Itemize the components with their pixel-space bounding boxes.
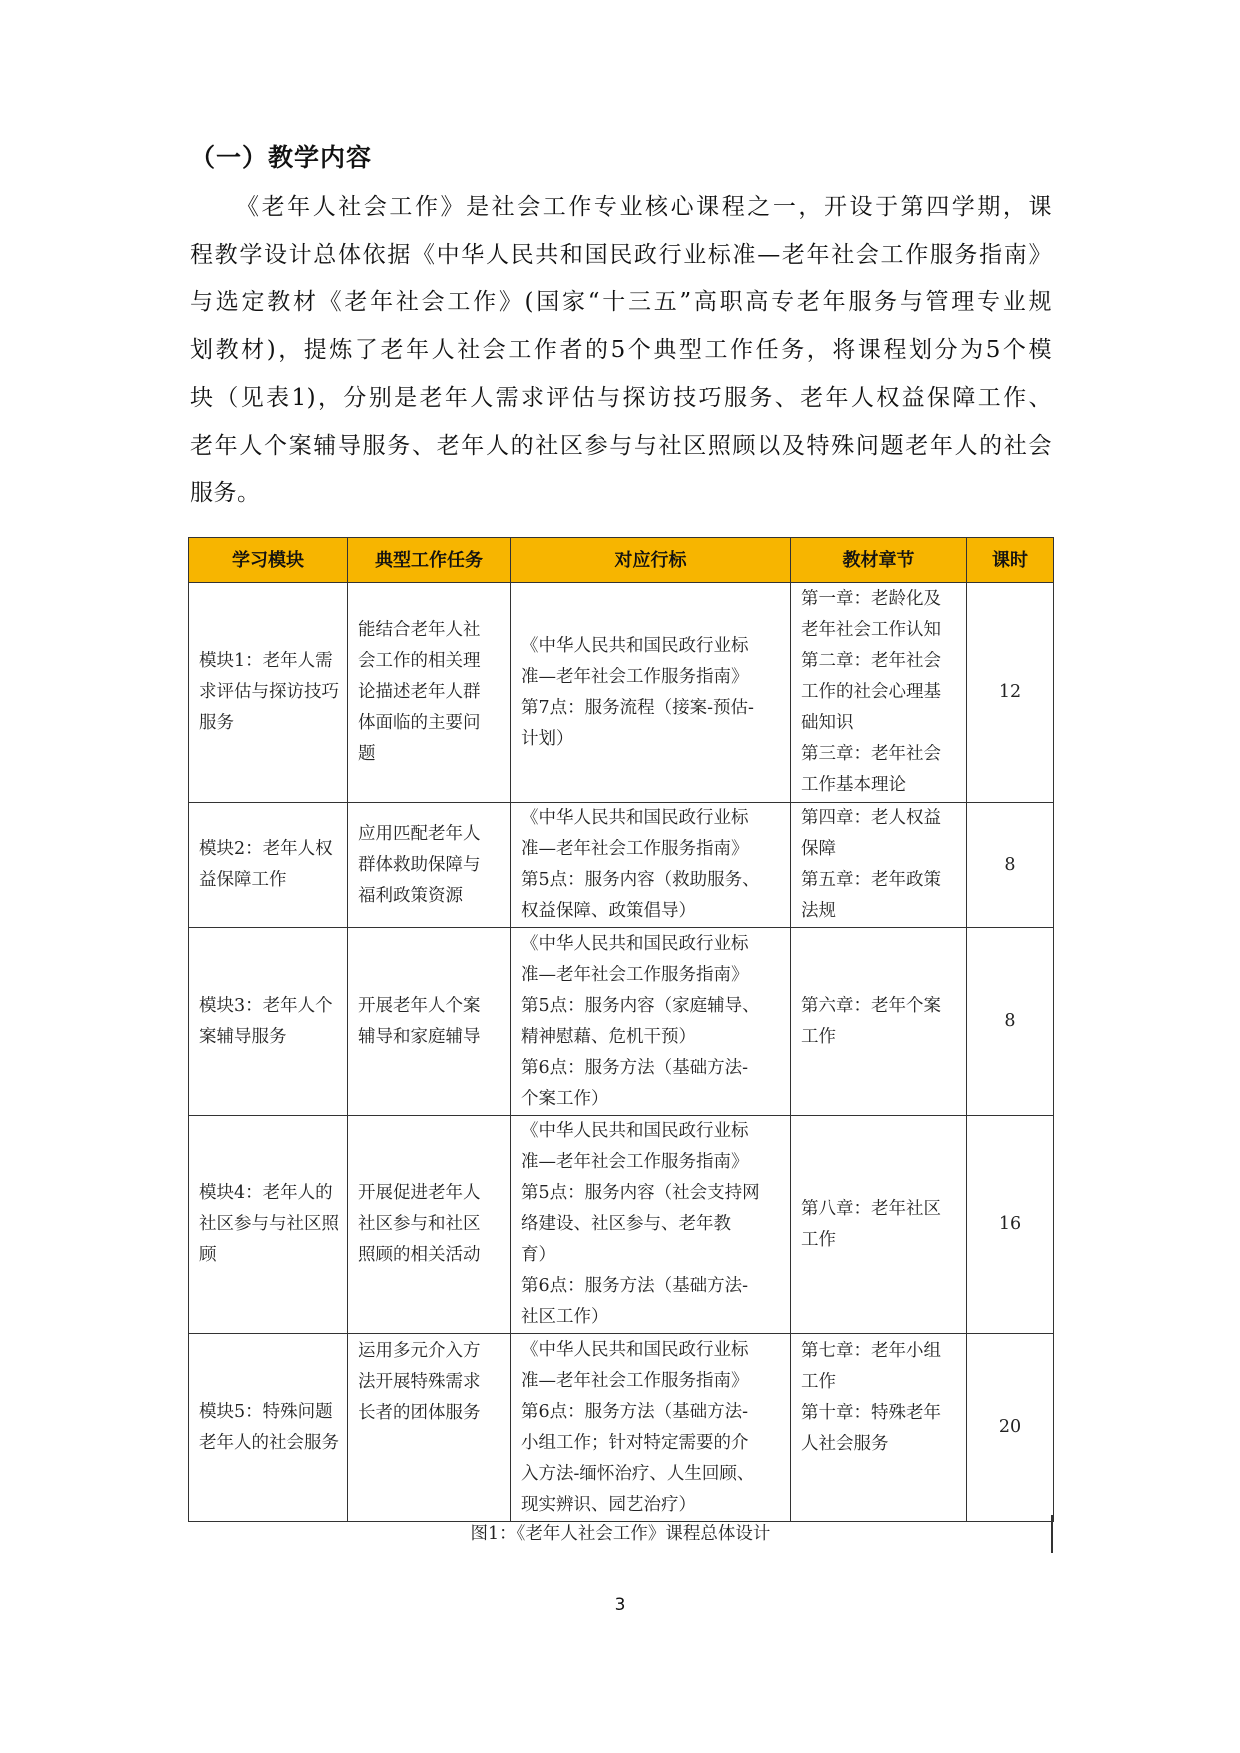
- cell-text: 工作: [801, 1372, 836, 1392]
- paragraph-line: 服务。: [190, 480, 261, 507]
- cell-text: 照顾的相关活动: [358, 1245, 481, 1265]
- cell-text: 第6点：服务方法（基础方法-: [521, 1057, 749, 1078]
- cell-text: 准—老年社会工作服务指南》: [521, 1370, 749, 1391]
- cell-text: 法规: [801, 901, 836, 921]
- table-header-row: [189, 538, 1054, 583]
- cell-text: 论描述老年人群: [358, 682, 481, 702]
- cell-text: 案辅导服务: [199, 1026, 287, 1047]
- cell-text: 模块1：老年人需: [199, 651, 333, 671]
- cell-text: 体面临的主要问: [358, 713, 481, 733]
- cell-text: 第6点：服务方法（基础方法-: [521, 1401, 749, 1422]
- table-row: [189, 803, 1054, 928]
- cell-text: 运用多元介入方: [358, 1341, 481, 1361]
- cell-text: 第5点：服务内容（家庭辅导、: [521, 995, 760, 1016]
- chapter-cell: [791, 583, 967, 803]
- module-cell: [189, 583, 348, 803]
- header-task: 典型工作任务: [348, 538, 511, 583]
- cell-text: 法开展特殊需求: [358, 1372, 481, 1392]
- header-standard: 对应行标: [511, 538, 791, 583]
- cell-text: 社区工作）: [521, 1307, 609, 1327]
- cell-text: 工作的社会心理基: [801, 682, 941, 702]
- task-cell: [348, 1334, 511, 1522]
- standard-cell: [511, 1116, 791, 1334]
- cell-text: 育）: [521, 1245, 556, 1265]
- cell-text: 辅导和家庭辅导: [358, 1026, 481, 1047]
- intro-paragraph: [190, 184, 1052, 518]
- cell-text: 模块3：老年人个: [199, 995, 333, 1016]
- cell-text: 长者的团体服务: [358, 1403, 481, 1423]
- cell-text: 福利政策资源: [358, 885, 463, 906]
- cell-text: 《中华人民共和国民政行业标: [521, 635, 749, 656]
- cell-text: 《中华人民共和国民政行业标: [521, 1339, 749, 1360]
- hours-cell: 8: [967, 803, 1054, 928]
- cell-text: 老年人的社会服务: [199, 1432, 339, 1453]
- cell-text: 第5点：服务内容（救助服务、: [521, 870, 760, 890]
- paragraph-line: 老年人个案辅导服务、老年人的社区参与与社区照顾以及特殊问题老年人的社会: [190, 432, 1052, 459]
- course-design-table: [188, 537, 1054, 1522]
- caption-border-line: [1051, 1515, 1053, 1553]
- cell-text: 《中华人民共和国民政行业标: [521, 1121, 749, 1141]
- paragraph-line: 划教材)，提炼了老年人社会工作者的5个典型工作任务，将课程划分为5个模: [190, 337, 1052, 364]
- cell-text: 第7点：服务流程（接案-预估-: [521, 697, 754, 718]
- paragraph-line: 程教学设计总体依据《中华人民共和国民政行业标准—老年社会工作服务指南》: [190, 241, 1052, 268]
- task-cell: [348, 928, 511, 1116]
- table-caption: 图1：《老年人社会工作》课程总体设计: [470, 1524, 771, 1544]
- cell-text: 工作: [801, 1026, 836, 1047]
- task-cell: [348, 803, 511, 928]
- paragraph-line: 块（见表1)，分别是老年人需求评估与探访技巧服务、老年人权益保障工作、: [190, 384, 1052, 411]
- cell-text: 服务: [199, 713, 234, 733]
- cell-text: 应用匹配老年人: [358, 823, 481, 844]
- cell-text: 会工作的相关理: [358, 651, 481, 671]
- cell-text: 计划）: [521, 728, 574, 749]
- standard-cell: [511, 803, 791, 928]
- cell-text: 益保障工作: [199, 870, 287, 890]
- standard-cell: [511, 583, 791, 803]
- cell-text: 个案工作）: [521, 1088, 609, 1109]
- cell-text: 工作基本理论: [801, 775, 906, 795]
- cell-text: 能结合老年人社: [358, 620, 481, 640]
- cell-text: 人社会服务: [801, 1434, 889, 1454]
- cell-text: 第二章：老年社会: [801, 651, 941, 671]
- table-row: [189, 1334, 1054, 1522]
- module-cell: [189, 803, 348, 928]
- header-module: 学习模块: [189, 538, 348, 583]
- cell-text: 题: [358, 744, 376, 764]
- cell-text: 第十章：特殊老年: [801, 1403, 941, 1423]
- cell-text: 权益保障、政策倡导）: [521, 901, 696, 921]
- cell-text: 精神慰藉、危机干预）: [521, 1026, 696, 1047]
- cell-text: 老年社会工作认知: [801, 620, 941, 640]
- cell-text: 求评估与探访技巧: [199, 682, 339, 702]
- cell-text: 《中华人民共和国民政行业标: [521, 933, 749, 954]
- module-cell: [189, 1334, 348, 1522]
- cell-text: 开展老年人个案: [358, 995, 481, 1016]
- cell-text: 准—老年社会工作服务指南》: [521, 839, 749, 859]
- table-row: [189, 583, 1054, 803]
- task-cell: [348, 583, 511, 803]
- page-number: 3: [614, 1595, 626, 1615]
- cell-text: 第5点：服务内容（社会支持网: [521, 1183, 760, 1203]
- standard-cell: [511, 928, 791, 1116]
- cell-text: 工作: [801, 1229, 836, 1250]
- cell-text: 现实辨识、园艺治疗）: [521, 1494, 696, 1515]
- hours-cell: 12: [967, 583, 1054, 803]
- chapter-cell: [791, 803, 967, 928]
- cell-text: 第三章：老年社会: [801, 744, 941, 764]
- cell-text: 第四章：老人权益: [801, 808, 941, 828]
- cell-text: 保障: [801, 839, 836, 859]
- cell-text: 础知识: [801, 713, 854, 733]
- section-heading: （一）教学内容: [190, 143, 373, 172]
- cell-text: 络建设、社区参与、老年教: [521, 1214, 731, 1234]
- cell-text: 入方法-缅怀治疗、人生回顾、: [521, 1463, 755, 1484]
- cell-text: 模块2：老年人权: [199, 839, 333, 859]
- paragraph-line: 与选定教材《老年社会工作》(国家“十三五”高职高专老年服务与管理专业规: [190, 289, 1052, 316]
- standard-cell: [511, 1334, 791, 1522]
- header-chapter: 教材章节: [791, 538, 967, 583]
- header-hours: 课时: [967, 538, 1054, 583]
- module-cell: [189, 1116, 348, 1334]
- cell-text: 准—老年社会工作服务指南》: [521, 1152, 749, 1172]
- hours-cell: 20: [967, 1334, 1054, 1522]
- cell-text: 社区参与与社区照: [199, 1214, 339, 1234]
- cell-text: 社区参与和社区: [358, 1214, 481, 1234]
- cell-text: 第五章：老年政策: [801, 870, 941, 890]
- chapter-cell: [791, 1334, 967, 1522]
- task-cell: [348, 1116, 511, 1334]
- table-row: [189, 1116, 1054, 1334]
- hours-cell: 16: [967, 1116, 1054, 1334]
- cell-text: 小组工作；针对特定需要的介: [521, 1432, 749, 1453]
- paragraph-line: 《老年人社会工作》是社会工作专业核心课程之一，开设于第四学期，课: [236, 194, 1052, 220]
- cell-text: 准—老年社会工作服务指南》: [521, 964, 749, 985]
- cell-text: 模块5：特殊问题: [199, 1401, 333, 1422]
- cell-text: 第一章：老龄化及: [801, 589, 941, 609]
- table-row: [189, 928, 1054, 1116]
- cell-text: 准—老年社会工作服务指南》: [521, 666, 749, 687]
- cell-text: 顾: [199, 1245, 217, 1265]
- cell-text: 模块4：老年人的: [199, 1183, 333, 1203]
- cell-text: 第八章：老年社区: [801, 1198, 941, 1219]
- cell-text: 《中华人民共和国民政行业标: [521, 808, 749, 828]
- cell-text: 第七章：老年小组: [801, 1341, 941, 1361]
- chapter-cell: [791, 928, 967, 1116]
- cell-text: 开展促进老年人: [358, 1183, 481, 1203]
- hours-cell: 8: [967, 928, 1054, 1116]
- module-cell: [189, 928, 348, 1116]
- chapter-cell: [791, 1116, 967, 1334]
- cell-text: 第6点：服务方法（基础方法-: [521, 1276, 749, 1296]
- cell-text: 群体救助保障与: [358, 854, 481, 875]
- cell-text: 第六章：老年个案: [801, 995, 941, 1016]
